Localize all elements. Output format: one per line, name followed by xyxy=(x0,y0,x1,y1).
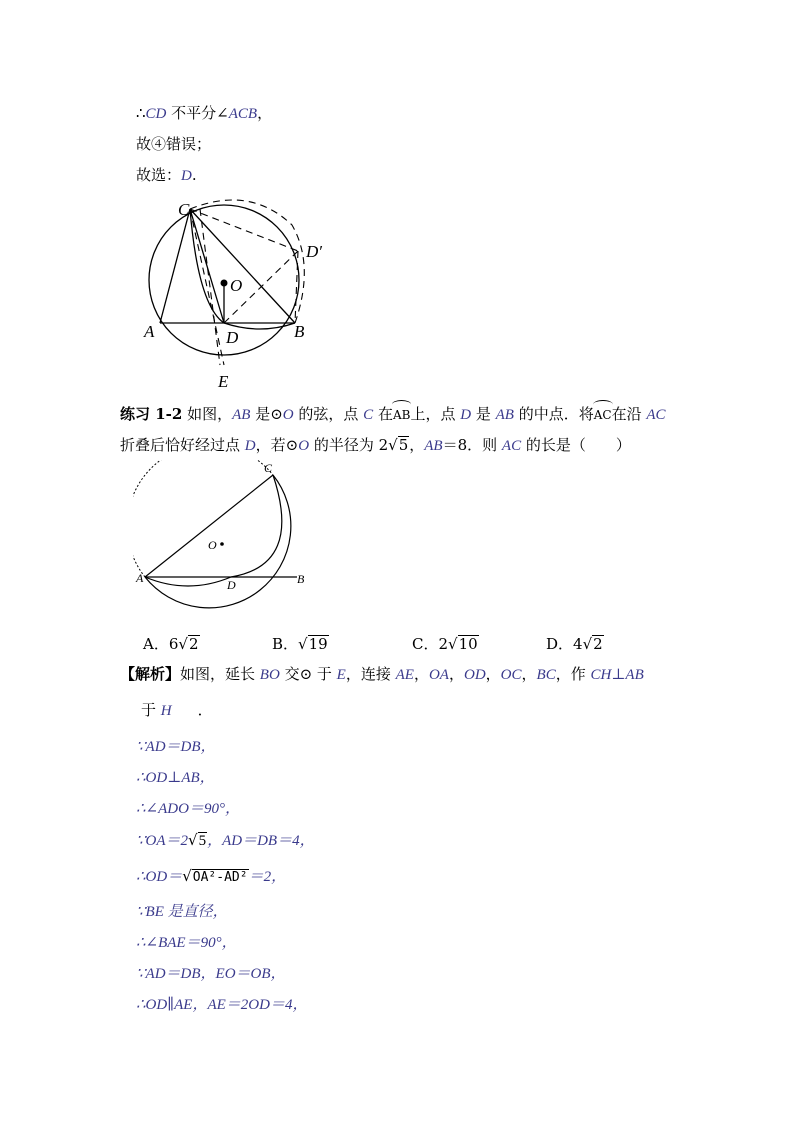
label-c: C xyxy=(264,461,273,475)
option-a[interactable]: A．6√2 xyxy=(143,635,199,653)
dashed-arc-ac xyxy=(133,460,273,577)
step-8: ∵AD＝DB，EO＝OB， xyxy=(136,966,286,982)
geometry-figure-2 xyxy=(133,460,323,630)
folded-arc xyxy=(231,475,282,577)
exercise-label: 练习 1-2 xyxy=(120,405,183,423)
text-line-cd: ∴CD 不平分∠ACB， xyxy=(136,104,273,122)
segment-cd xyxy=(190,209,224,323)
step-9: ∴OD∥AE，AE＝2OD＝4， xyxy=(136,997,308,1013)
label-b: B xyxy=(294,322,305,341)
step-4: ∵OA＝2√5，AD＝DB＝4， xyxy=(136,831,315,849)
solution-tag: 【解析】 xyxy=(120,665,181,683)
step-6: ∵BE 是直径， xyxy=(136,904,228,920)
label-a: A xyxy=(136,571,144,585)
segment-ca xyxy=(160,209,190,323)
step-3: ∴∠ADO＝90°， xyxy=(136,801,240,817)
center-dot-o xyxy=(220,542,224,546)
label-c: C xyxy=(178,200,190,219)
label-o: O xyxy=(230,276,243,295)
step-7: ∴∠BAE＝90°， xyxy=(136,935,237,951)
circle-o-solid xyxy=(145,475,291,608)
arc-ac-notation: AC xyxy=(594,405,612,425)
step-2: ∴OD⊥AB， xyxy=(136,770,215,786)
option-c[interactable]: C．2√10 xyxy=(412,635,478,653)
step-1: ∵AD＝DB， xyxy=(136,739,216,755)
exercise-line-1: 练习 1-2 如图，AB 是⊙O 的弦，点 C 在AB上，点 D 是 AB 的中点．将AC在沿 AC xyxy=(120,405,666,423)
label-o: O xyxy=(208,538,217,552)
dashed-ce xyxy=(190,209,224,365)
exercise-line-2: 折叠后恰好经过点 D，若⊙O 的半径为 2√5，AB＝8．则 AC 的长是（ ） xyxy=(120,436,631,454)
arc-ab-notation: AB xyxy=(393,405,410,425)
segment-cb xyxy=(190,209,295,323)
label-d: D xyxy=(226,328,239,347)
label-a: A xyxy=(144,322,155,341)
text-line-conclusion: 故④错误； xyxy=(136,135,212,153)
solution-line-1: 【解析】如图，延长 BO 交⊙ 于 E，连接 AE，OA，OD，OC，BC，作 CH⊥AB xyxy=(120,665,644,683)
center-dot-o xyxy=(221,280,228,287)
label-d: D xyxy=(227,578,236,592)
var-cd: CD xyxy=(145,106,167,122)
chord-ac xyxy=(145,475,273,577)
step-5: ∴OD＝√OA²-AD²＝2， xyxy=(136,867,287,885)
option-b[interactable]: B．√19 xyxy=(272,635,328,653)
label-e: E xyxy=(218,372,229,391)
folded-arc-ad xyxy=(145,577,231,586)
dashed-cd-prime xyxy=(190,209,298,251)
label-d-prime: D′ xyxy=(306,242,322,261)
label-b: B xyxy=(297,572,305,586)
geometry-figure-1 xyxy=(140,195,340,395)
option-d[interactable]: D．4√2 xyxy=(546,635,603,653)
text-line-answer: 故选：D. xyxy=(136,166,197,184)
solution-line-2: 于 H ． xyxy=(141,701,213,719)
